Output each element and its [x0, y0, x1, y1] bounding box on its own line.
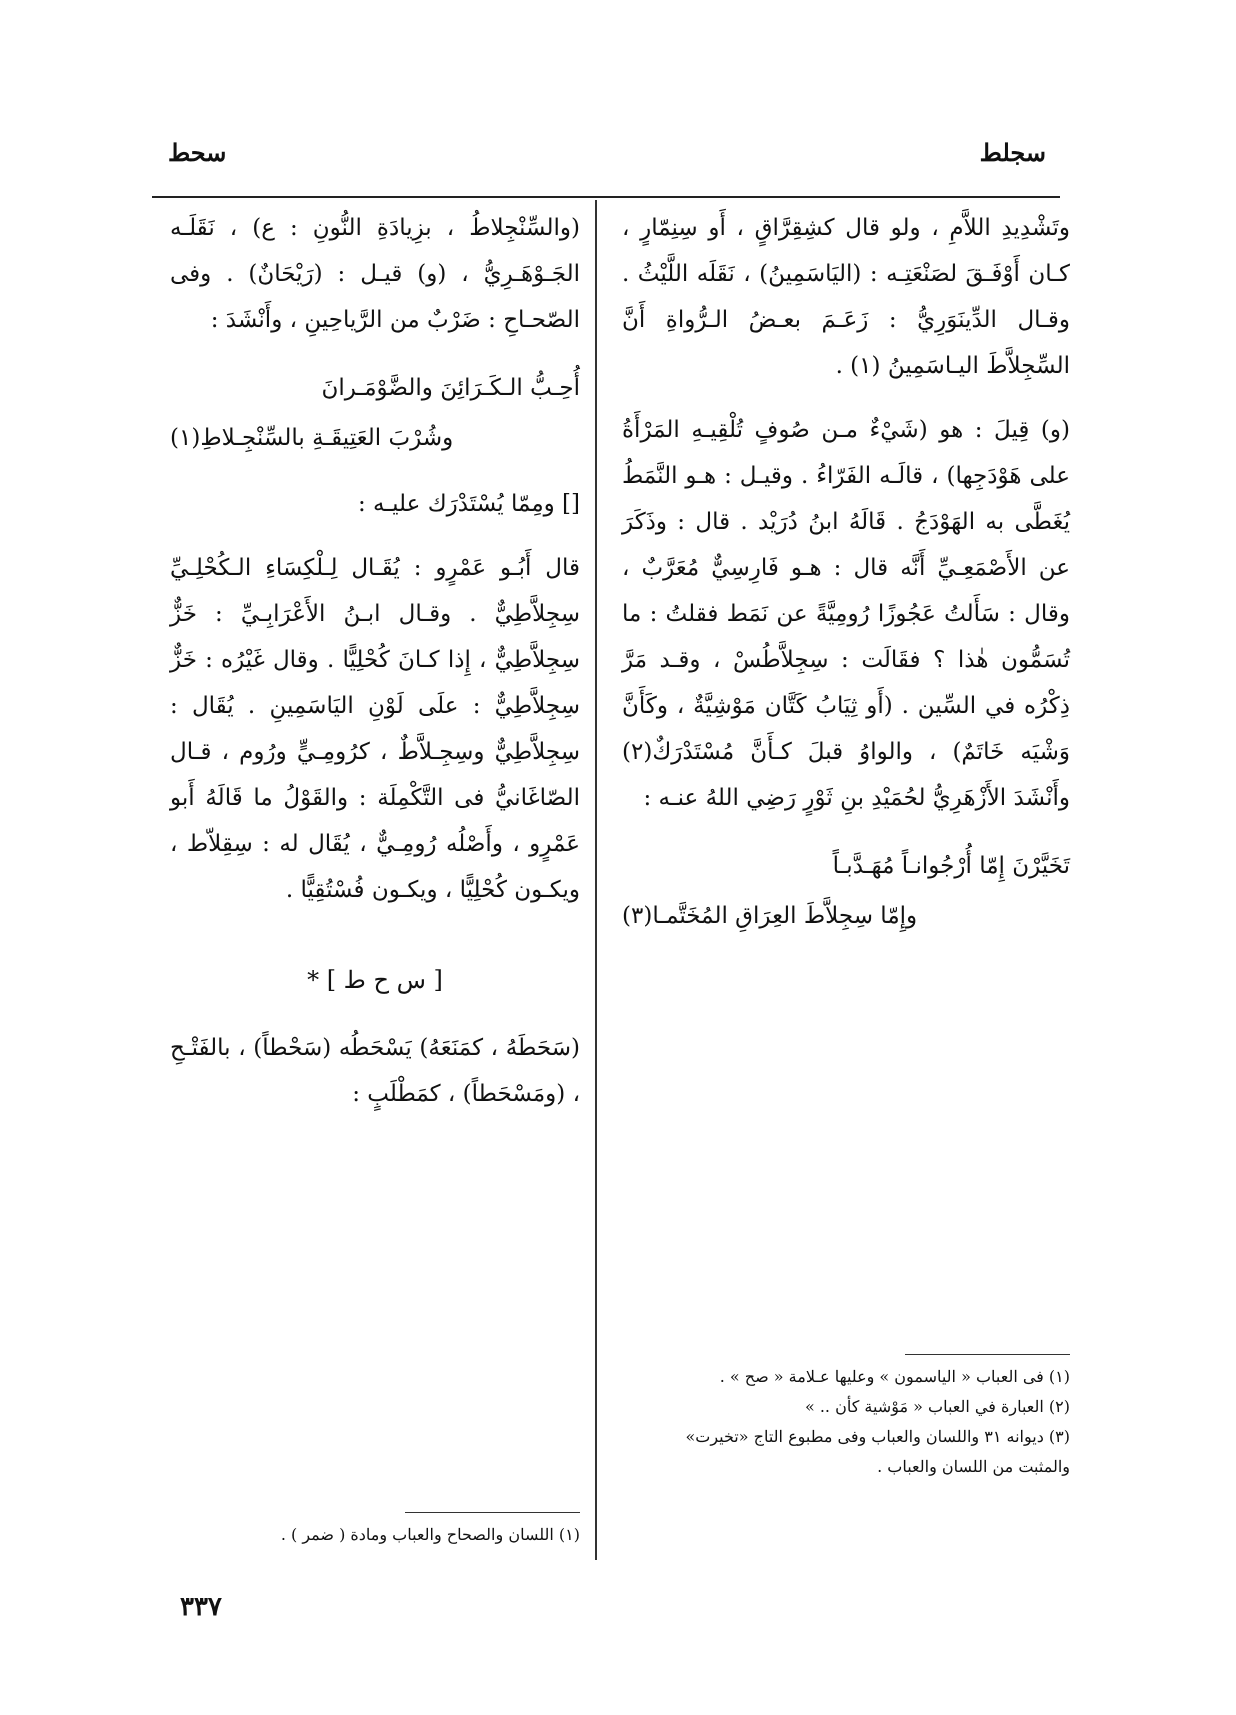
- right-verse-line-1: تَخَيَّرْنَ إِمّا أُرْجُوانـاً مُهَـدَّبـاً: [832, 853, 1070, 879]
- right-footnote-3: (٣) ديوانه ٣١ واللسان والعباب وفى مطبوع التاج «تخيرت» والمثبت من اللسان والعباب .: [685, 1427, 1070, 1476]
- left-column: [170, 205, 580, 1117]
- left-footnotes: [170, 1520, 580, 1550]
- header-entry-word-left: سحط: [168, 138, 227, 167]
- header-entry-word-right: سجلط: [979, 138, 1046, 167]
- right-footnote-rule: [905, 1354, 1070, 1355]
- right-paragraph-2: (و) قِيلَ : هو (شَيْءٌ مـن صُوفٍ تُلْقِيـهِ المَرْأَةُ على هَوْدَجِها) ، قالَـه الفَرّاءُ . وقيـل : هـو النَّمَطُ يُغَطَّى به الهَوْدَجُ . قَالَهُ ابنُ دُرَيْد . قال : وذَكَرَ عن الأَصْمَعِـيِّ أَنَّه قال : هـو فَارِسِيٌّ مُعَرَّبٌ ، وقال : سَأَلتُ عَجُوزًا رُومِيَّةً عن نَمَط فقلتُ : ما تُسَمُّون هٰذا ؟ فقَالَت : سِجِلاَّطُسْ ، وقـد مَرَّ ذِكْرُه في السِّين . (أَو ثِيَابُ كَتَّان مَوْشِيَّةٌ ، وكَأَنَّ وَشْيَه خَاتَمٌ) ، والواوُ قبلَ كـأَنَّ مُسْتَدْرَكٌ(٢) وأَنْشَدَ الأَزْهَرِيُّ لحُمَيْدِ بنِ ثَوْرٍ رَضِي اللهُ عنـه :: [622, 417, 1070, 811]
- left-verse: [170, 363, 580, 463]
- left-footnote-1: (١) اللسان والصحاح والعباب ومادة ( ضمر ) .: [280, 1525, 580, 1544]
- right-footnote-2: (٢) العبارة في العباب « مَوْشية كأن .. »: [804, 1397, 1070, 1416]
- left-paragraph-4: (سَحَطَهُ ، كمَنَعَهُ) يَسْحَطُه (سَحْطاً) ، بالفَتْـحِ ، (ومَسْحَطاً) ، كمَطْلَبٍ :: [170, 1035, 580, 1107]
- right-footnote-1: (١) فى العباب « الياسمون » وعليها عـلامة « صح » .: [719, 1367, 1070, 1386]
- right-verse: [622, 841, 1070, 941]
- right-verse-line-2: وإِمّا سِجِلاَّطَ العِرَاقِ المُخَتَّمـا(٣): [622, 903, 918, 929]
- page-number: ٣٣٧: [180, 1592, 222, 1622]
- left-footnote-rule: [405, 1512, 580, 1513]
- right-column: [622, 205, 1070, 959]
- left-verse-line-2: وشُرْبَ العَتِيقَـةِ بالسِّنْجِـلاطِ(١): [170, 425, 454, 451]
- left-paragraph-3: قال أَبُـو عَمْرٍو : يُقَـال لِـلْكِسَاءِ الـكُحْلِـيِّ سِجِلاَّطِيٌّ . وقـال ابـنُ الأَعْرَابِـيِّ : خَزٌّ سِجِلاَّطِيٌّ ، إِذا كـانَ كُحْلِيًّا . وقال غَيْرُه : خَزٌّ سِجِلاَّطِيٌّ : علَى لَوْنِ اليَاسَمِينِ . يُقَال : سِجِلاَّطِيٌّ وسِجِـلاَّطٌ ، كرُومِـيٍّ ورُوم ، قـال الصّاغَانيُّ فى التَّكْمِلَة : والقَوْلُ ما قَالَهُ أَبو عَمْرٍو ، وأَصْلُه رُومِـيٌّ ، يُقَال له : سِقِلاّط ، ويكـون كُحْلِيًّا ، ويكـون فُسْتُقِيًّا .: [170, 555, 580, 903]
- column-divider: [595, 200, 597, 1560]
- left-paragraph-2: [] ومِمّا يُسْتَدْرَك عليـه :: [357, 491, 580, 517]
- right-footnotes: [640, 1362, 1070, 1482]
- entry-heading: [ س ح ط ] *: [307, 966, 443, 994]
- right-paragraph-1: وتَشْدِيدِ اللاَّمِ ، ولو قال كشِقِرَّاقٍ ، أَو سِنِمّارٍ ، كـان أَوْفَـقَ لصَنْعَتِـه : (اليَاسَمِينُ) ، نَقَلَه اللَّيْثُ . وقـال الدِّينَوَرِيُّ : زَعَـمَ بعـضُ الـرُّواةِ أَنَّ السِّجِلاَّطَ اليـاسَمِينُ (١) .: [622, 215, 1070, 379]
- left-paragraph-1: (والسِّنْجِلاطُ ، بزِيادَةِ النُّونِ : ع) ، نَقَلَـه الجَـوْهَـرِيُّ ، (و) قيـل : (رَيْحَانٌ) . وفى الصّحـاحِ : ضَرْبٌ من الرَّياحِينِ ، وأَنْشَدَ :: [170, 215, 580, 333]
- left-verse-line-1: أُحِـبُّ الـكَـرَائِنَ والضَّوْمَـرانَ: [321, 375, 580, 401]
- header-rule: [152, 196, 1060, 198]
